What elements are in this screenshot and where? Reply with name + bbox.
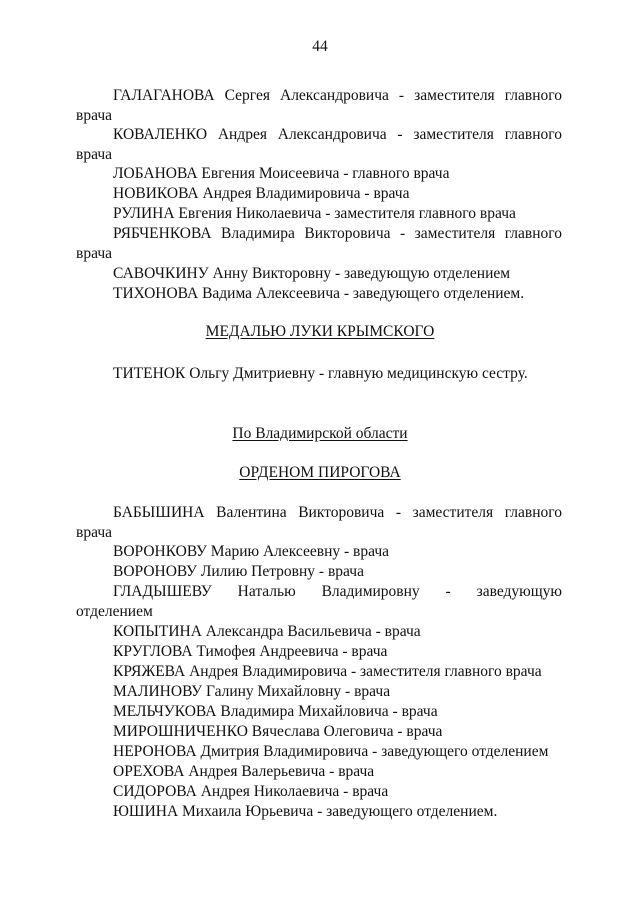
award-entry: СИДОРОВА Андрея Николаевича - врача — [113, 783, 389, 800]
region-heading — [0, 424, 640, 444]
award-entry — [76, 582, 562, 622]
award-entry: ТИХОНОВА Вадима Алексеевича - заведующего отделением. — [113, 285, 525, 302]
award-entry: МАЛИНОВУ Галину Михайловну - врача — [113, 683, 391, 700]
award-entry: ВОРОНОВУ Лилию Петровну - врача — [113, 563, 364, 580]
award-entry: ТИТЕНОК Ольгу Дмитриевну - главную медицинскую сестру. — [113, 365, 528, 382]
award-entry — [76, 503, 562, 543]
award-entry — [76, 86, 562, 126]
entry-text: БАБЫШИНА Валентина Викторовича - заместителя главного — [113, 504, 562, 521]
award-entry: МИРОШНИЧЕНКО Вячеслава Олеговича - врача — [113, 723, 443, 740]
award-entry: КРУГЛОВА Тимофея Андреевича - врача — [113, 643, 388, 660]
award-entry: ЛОБАНОВА Евгения Моисеевича - главного врача — [113, 165, 450, 182]
award-entry — [76, 224, 562, 264]
award-entry: НЕРОНОВА Дмитрия Владимировича - заведующего отделением — [113, 743, 549, 760]
section-heading — [0, 463, 640, 483]
section-heading — [0, 322, 640, 342]
entry-continuation: врача — [76, 524, 113, 541]
award-entry: НОВИКОВА Андрея Владимировича - врача — [113, 185, 410, 202]
entry-text: ГЛАДЫШЕВУ Наталью Владимировну - заведующую — [113, 583, 562, 600]
award-entry: РУЛИНА Евгения Николаевича - заместителя главного врача — [113, 205, 516, 222]
order-heading: ОРДЕНОМ ПИРОГОВА — [239, 464, 401, 481]
entry-continuation: отделением — [76, 603, 153, 620]
entry-continuation: врача — [76, 107, 113, 124]
award-entry: ЮШИНА Михаила Юрьевича - заведующего отделением. — [113, 803, 498, 820]
award-entry: КОПЫТИНА Александра Васильевича - врача — [113, 623, 421, 640]
entry-continuation: врача — [76, 245, 113, 262]
award-entry: ОРЕХОВА Андрея Валерьевича - врача — [113, 763, 375, 780]
award-entry: САВОЧКИНУ Анну Викторовну - заведующую отделением — [113, 265, 511, 282]
award-entry: МЕЛЬЧУКОВА Владимира Михайловича - врача — [113, 703, 438, 720]
entry-continuation: врача — [76, 146, 113, 163]
award-entry: ВОРОНКОВУ Марию Алексеевну - врача — [113, 543, 390, 560]
region-heading-text: По Владимирской области — [232, 425, 408, 442]
award-entry — [76, 125, 562, 165]
award-entry: КРЯЖЕВА Андрея Владимировича - заместителя главного врача — [113, 663, 542, 680]
medal-heading: МЕДАЛЬЮ ЛУКИ КРЫМСКОГО — [205, 323, 435, 340]
entry-text: ГАЛАГАНОВА Сергея Александровича - заместителя главного — [113, 87, 562, 104]
page-number: 44 — [312, 38, 328, 55]
entry-text: РЯБЧЕНКОВА Владимира Викторовича - заместителя главного — [113, 225, 562, 242]
entry-text: КОВАЛЕНКО Андрея Александровича - заместителя главного — [113, 126, 562, 143]
